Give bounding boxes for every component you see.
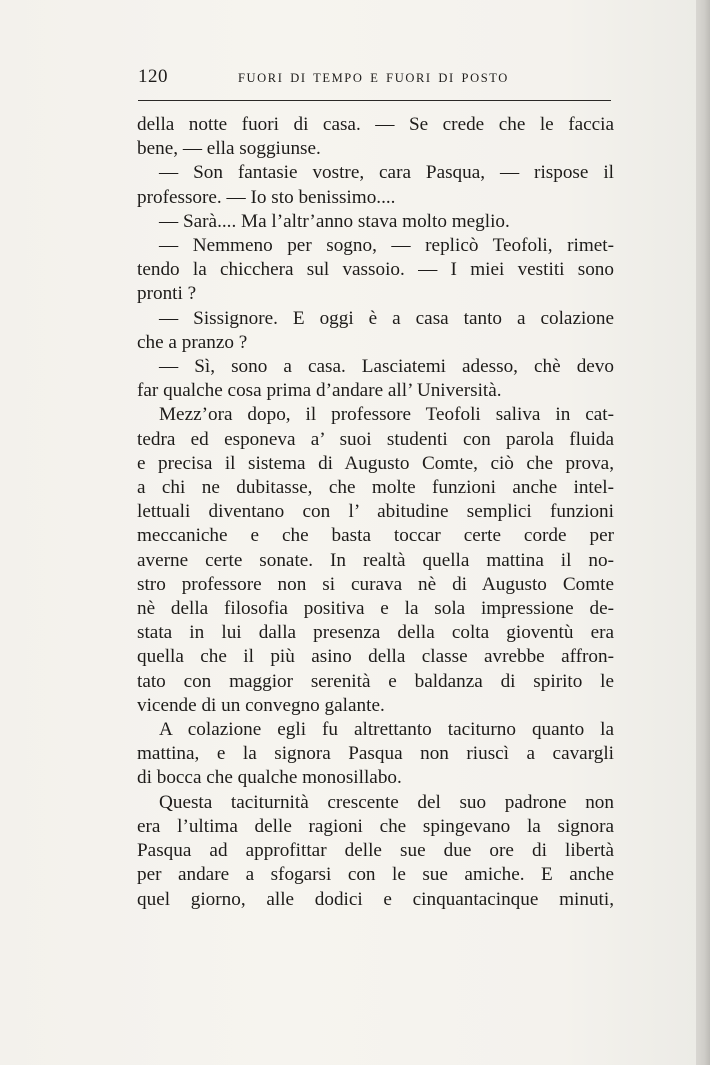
text-line: di bocca che qualche monosillabo. (137, 767, 402, 789)
text-line: A colazione egli fu altrettanto taciturno quanto la (159, 719, 614, 741)
text-line: stata in lui dalla presenza della colta gioventù era (137, 622, 614, 644)
text-line: meccaniche e che basta toccar certe corde per (137, 525, 614, 547)
text-line: — Son fantasie vostre, cara Pasqua, — rispose il (159, 162, 614, 184)
text-line: Mezz’ora dopo, il professore Teofoli saliva in cat- (159, 404, 614, 426)
text-line: lettuali diventano con l’ abitudine semplici funzioni (137, 501, 614, 523)
text-line: della notte fuori di casa. — Se crede che le faccia (137, 114, 614, 135)
text-line: professore. — Io sto benissimo.... (137, 186, 396, 208)
text-line: Pasqua ad approfittar delle sue due ore di libertà (137, 840, 614, 862)
text-line: e precisa il sistema di Augusto Comte, ciò che prova, (137, 452, 614, 474)
text-line: era l’ultima delle ragioni che spingevano la signora (137, 815, 614, 837)
text-line: — Nemmeno per sogno, — replicò Teofoli, rimet- (159, 235, 614, 257)
text-line: — Sissignore. E oggi è a casa tanto a colazione (159, 307, 614, 329)
page-header (138, 62, 613, 102)
text-line: pronti ? (137, 283, 197, 305)
text-line: che a pranzo ? (137, 331, 248, 353)
body-text (137, 113, 614, 912)
text-line: — Sì, sono a casa. Lasciatemi adesso, chè devo (159, 356, 614, 378)
text-line: stro professore non si curava nè di Augusto Comte (137, 573, 614, 595)
page-edge (696, 0, 710, 1065)
text-line: quel giorno, alle dodici e cinquantacinque minuti, (137, 888, 614, 910)
header-rule (138, 100, 611, 101)
text-line: a chi ne dubitasse, che molte funzioni anche intel- (137, 477, 614, 499)
text-line: quella che il più asino della classe avrebbe affron- (137, 646, 614, 668)
page-number: 120 (138, 66, 168, 87)
text-line: vicende di un convegno galante. (137, 694, 385, 716)
text-line: — Sarà.... Ma l’altr’anno stava molto meglio. (159, 210, 510, 232)
text-line: tendo la chicchera sul vassoio. — I miei vestiti sono (137, 259, 614, 281)
text-line: nè della filosofia positiva e la sola impressione de- (137, 598, 614, 620)
text-line: averne certe sonate. In realtà quella mattina il no- (137, 549, 614, 571)
text-line: per andare a sfogarsi con le sue amiche. E anche (137, 864, 614, 886)
text-line: tato con maggior serenità e baldanza di spirito le (137, 670, 614, 692)
running-head: FUORI DI TEMPO E FUORI DI POSTO (238, 71, 509, 85)
text-line: tedra ed esponeva a’ suoi studenti con parola fluida (137, 428, 614, 450)
text-line: mattina, e la signora Pasqua non riuscì a cavargli (137, 743, 614, 765)
text-line: far qualche cosa prima d’andare all’ Università. (137, 380, 502, 402)
text-line: Questa taciturnità crescente del suo padrone non (159, 791, 614, 813)
text-line: bene, — ella soggiunse. (137, 138, 321, 160)
